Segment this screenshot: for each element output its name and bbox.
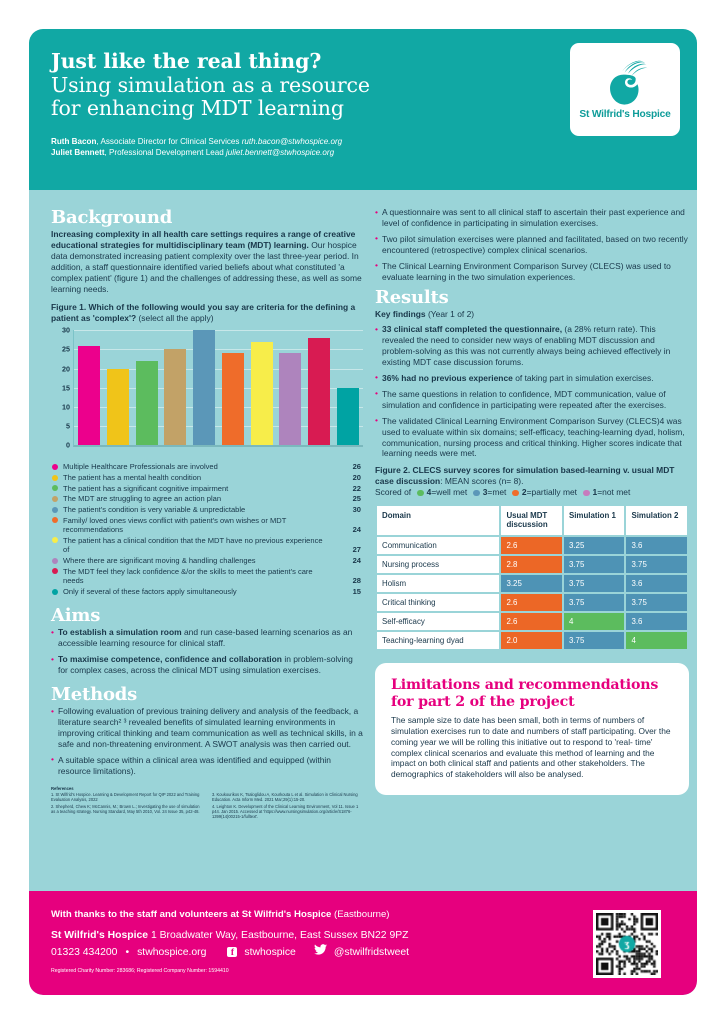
chart-bar (136, 361, 158, 445)
legend-label: Where there are significant moving & handling challenges (63, 556, 256, 566)
key-findings-label: Key findings (375, 309, 426, 320)
methodology-item (375, 261, 689, 283)
table-column-header: Domain (377, 506, 499, 536)
limitations-heading-line-1: Limitations and recommendations (391, 677, 659, 694)
score-scale-value: 1 (592, 487, 598, 498)
chart-legend-item (51, 567, 363, 586)
aims-item-0-text: and run case-based learning scenarios as an accessible learning resource for clinical staff. (58, 627, 353, 649)
background-rest: Our hospice data demonstrated increasing patient complexity over the last three-year period. In addition, a staff questionnaire identified varied beliefs about what constituted 'a complex patient' (figure 1) and the challenges of addressing these, as well as some learning needs. (51, 239, 362, 294)
methods-item (51, 706, 363, 750)
legend-value: 28 (352, 576, 361, 586)
footer-org-name: St Wilfrid's Hospice (51, 930, 149, 941)
legend-color-dot (52, 558, 58, 564)
results-item-2-text: The same questions in relation to confidence, MDT communication, value of simulation and confidence in participating were repeated after the exercises. (382, 388, 667, 410)
footer-thanks (51, 908, 551, 921)
table-row (377, 537, 687, 554)
reference-item: 1. St Wilfrid's Hospice. Learning & Development Report for QIP 2022 and Training Evaluation Analysis, 2022 (51, 792, 200, 803)
score-scale-value: 3 (482, 487, 488, 498)
results-item-3-text: The validated Clinical Learning Environment Comparison Survey (CLECS)4 was used to evaluate within six domains; self-efficacy, teaching-learning dyad, holism, communication, nursing process and critical thinking. Higher scores indicate that learning needs were met. (382, 415, 685, 459)
table-cell-score: 3.75 (564, 594, 625, 611)
legend-label: The patient's condition is very variable & unpredictable (63, 505, 246, 514)
chart-legend-item (51, 505, 363, 515)
footer-facebook-handle[interactable]: stwhospice (244, 946, 296, 958)
legend-color-dot (52, 496, 58, 502)
qr-code[interactable] (593, 910, 661, 978)
table-cell-score: 2.8 (501, 556, 562, 573)
score-scale-value: 4 (426, 487, 432, 498)
references-heading: References (51, 785, 74, 791)
score-scale-item (473, 487, 506, 499)
aims-item-0-bold: To establish a simulation room (58, 627, 182, 638)
key-findings-note: (Year 1 of 2) (425, 309, 475, 320)
footer-address-text: 1 Broadwater Way, Eastbourne, East Sussex BN22 9PZ (148, 930, 409, 941)
chart-y-tick: 10 (62, 402, 70, 412)
table-cell-score: 3.25 (501, 575, 562, 592)
table-cell-score: 3.75 (564, 575, 625, 592)
results-item-1-text: of taking part in simulation exercises. (512, 372, 654, 383)
author-1 (51, 136, 551, 148)
legend-color-dot (52, 485, 58, 491)
legend-color-dot (52, 517, 58, 523)
title-line-1: Just like the real thing? (51, 49, 322, 73)
chart-bar (308, 338, 330, 445)
table-row (377, 556, 687, 573)
chart-legend-item (51, 536, 363, 555)
methodology-item (375, 234, 689, 256)
aims-item-1-text: in problem-solving for complex cases, across the clinical MDT using simulation exercises. (58, 654, 353, 676)
author-1-email[interactable]: ruth.bacon@stwhospice.org (241, 136, 343, 146)
reference-item: 2. Shepherd, Chew K; McCannis, M.; Brown L.; Investigating the use of simulation as a teaching strategy. Nursing Standard, May 5th 2010, Vol. 24 Issue 35, p42-48. (51, 803, 200, 814)
score-scale-item (417, 487, 467, 499)
chart-bar (279, 353, 301, 445)
figure-1-caption-bold: Figure 1. Which of the following would you say are criteria for the defining a patient as 'complex'? (51, 302, 356, 324)
background-lead: Increasing complexity in all health care settings requires a range of creative educational strategies for multidisciplinary team (MDT) learning. (51, 229, 356, 250)
results-heading: Results (375, 287, 449, 309)
legend-value: 20 (352, 472, 361, 482)
figure-1-caption (51, 302, 363, 324)
footer-address (51, 928, 551, 943)
figure-2-scale-legend (375, 487, 689, 499)
legend-value: 24 (352, 556, 361, 566)
score-3-dot (473, 490, 480, 497)
legend-value: 15 (352, 586, 361, 596)
limitations-body: The sample size to date has been small, both in terms of numbers of simulation exercises run to date and numbers of staff participating. Over the coming year we will be rolling this initiative out to respond to 'real- time' complex clinical scenarios and evaluate this method of learning and the impact on both clinical staff and patients and other stakeholders. The demographics of stakeholders will also be analysed. (391, 715, 671, 779)
legend-value: 22 (352, 483, 361, 493)
table-column-header: Simulation 2 (626, 506, 687, 536)
qr-canvas (596, 913, 658, 975)
table-header-row (377, 506, 687, 536)
legend-label: The MDT are struggling to agree an action plan (63, 494, 222, 504)
footer-thanks-rest: (Eastbourne) (331, 909, 390, 920)
results-item (375, 416, 689, 460)
chart-bar (164, 349, 186, 445)
table-row (377, 594, 687, 611)
page-title (51, 50, 551, 121)
references-block (51, 786, 363, 821)
legend-color-dot (52, 589, 58, 595)
twitter-icon[interactable] (314, 944, 327, 960)
footer-registration: Registered Charity Number: 283686; Registered Company Number: 1594410 (51, 968, 229, 974)
chart-legend (51, 462, 363, 596)
legend-label: The patient has a clinical condition that the MDT have no previous experience of (63, 535, 323, 555)
methodology-list (375, 207, 689, 282)
hospice-logo (570, 43, 680, 136)
methodology-item-1-text: Two pilot simulation exercises were planned and facilitated, based on two recently encountered (retrospective) complex clinical scenarios. (382, 233, 688, 255)
chart-legend-item (51, 462, 363, 472)
chart-y-tick: 5 (66, 421, 70, 431)
title-line-3: for enhancing MDT learning (51, 96, 344, 120)
figure-1-bar-chart (51, 325, 363, 458)
references-column-left (51, 792, 202, 820)
results-item-0-bold: 33 clinical staff completed the questionnaire, (382, 324, 563, 335)
legend-value: 30 (352, 505, 361, 514)
methods-list (51, 706, 363, 776)
results-item-1-bold: 36% had no previous experience (382, 372, 513, 383)
legend-color-dot (52, 568, 58, 574)
figure-2-caption-rest: : MEAN scores (n= 8). (440, 476, 524, 487)
chart-y-axis (51, 325, 73, 450)
methods-heading: Methods (51, 684, 138, 706)
chart-y-tick: 25 (62, 344, 70, 354)
legend-label: Family/ loved ones views conflict with patient's own wishes or MDT recommendations (63, 515, 287, 535)
right-column (375, 207, 689, 795)
author-2 (51, 147, 551, 159)
legend-label: Multiple Healthcare Professionals are involved (63, 462, 218, 472)
aims-list (51, 627, 363, 676)
results-item-0-text: (a 28% return rate). This revealed the need to consider new ways of enabling MDT discussion and problem-solving as this was not currently always being achieved effectively in existing MDT case discussion forums. (382, 324, 671, 368)
clecs-scores-table (375, 504, 689, 652)
table-row (377, 575, 687, 592)
table-column-header: Usual MDT discussion (501, 506, 562, 536)
table-row (377, 632, 687, 649)
methods-item-0-text: Following evaluation of previous training delivery and analysis of the feedback, a literature search² ³ revealed benefits of simulated learning environments in improving critical thinking and team communication as well as technical skills, in a safe and non-threatening environment. A SWOT analysis was then carried out. (58, 706, 363, 749)
legend-value: 24 (352, 525, 361, 535)
figure-2-caption-bold: Figure 2. CLECS survey scores for simulation based-learning v. usual MDT case discussion (375, 465, 675, 487)
table-cell-score: 3.6 (626, 613, 687, 630)
author-1-name: Ruth Bacon (51, 136, 97, 146)
legend-value: 27 (352, 545, 361, 555)
methods-item-1-text: A suitable space within a clinical area was identified and equipped (within resource limitations). (58, 754, 331, 776)
table-cell-score: 3.75 (564, 556, 625, 573)
footer-twitter-handle[interactable]: @stwilfridstweet (333, 946, 410, 958)
legend-color-dot (52, 537, 58, 543)
score-scale-item (512, 487, 577, 499)
figure-1-caption-rest: (select all the apply) (136, 313, 214, 324)
methodology-item-2-text: The Clinical Learning Environment Comparison Survey (CLECS) was used to evaluate learning in the two simulation experiences. (382, 260, 671, 282)
methods-item (51, 755, 363, 777)
hand-logo-icon (602, 59, 648, 106)
legend-label: The patient has a significant cognitive impairment (63, 483, 229, 493)
footer-separator: • (125, 946, 130, 958)
score-scale-label: =partially met (526, 487, 578, 498)
chart-bar (78, 346, 100, 446)
author-2-role: , Professional Development Lead (104, 148, 226, 157)
limitations-heading (391, 677, 673, 710)
table-cell-score: 3.6 (626, 575, 687, 592)
table-cell-score: 3.75 (626, 556, 687, 573)
score-scale-item (583, 487, 630, 499)
table-cell-domain: Communication (377, 537, 499, 554)
reference-item: 4. Leighton K. Development of the Clinical Learning Environment, Vol 11. Issue 1 p44. Jan 2015. Accessed at 'https://www.nursingsimulation.org/article/S1876-1399(14)00215-1/fulltext'. (212, 803, 359, 820)
chart-bar (193, 330, 215, 445)
table-cell-domain: Holism (377, 575, 499, 592)
methodology-item-0-text: A questionnaire was sent to all clinical staff to ascertain their past experience and level of confidence in participating in simulation exercises. (382, 207, 685, 228)
author-2-email[interactable]: juliet.bennett@stwhospice.org (226, 148, 335, 157)
author-1-role: , Associate Director for Clinical Services (96, 136, 242, 146)
table-cell-score: 2.0 (501, 632, 562, 649)
chart-legend-item (51, 556, 363, 566)
chart-legend-item (51, 516, 363, 535)
legend-value: 25 (352, 494, 361, 504)
chart-plot-area (73, 330, 363, 447)
score-scale-label: =not met (597, 487, 631, 498)
background-paragraph (51, 229, 363, 294)
footer-text-block (51, 908, 551, 974)
title-line-2: Using simulation as a resource (51, 72, 370, 97)
table-column-header: Simulation 1 (564, 506, 625, 536)
methodology-item (375, 207, 689, 229)
table-cell-score: 3.25 (564, 537, 625, 554)
legend-color-dot (52, 464, 58, 470)
legend-label: Only if several of these factors apply simultaneously (63, 586, 237, 596)
facebook-icon[interactable] (227, 947, 237, 957)
limitations-panel (375, 663, 689, 794)
limitations-heading-line-2: for part 2 of the project (391, 693, 575, 710)
chart-y-tick: 20 (62, 364, 70, 374)
aims-item-1-bold: To maximise competence, confidence and collaboration (58, 654, 282, 665)
background-heading: Background (51, 207, 173, 228)
chart-legend-item (51, 587, 363, 597)
score-scale-value: 2 (521, 487, 527, 498)
table-cell-score: 4 (626, 632, 687, 649)
chart-legend-item (51, 494, 363, 504)
chart-y-tick: 30 (62, 325, 70, 335)
legend-color-dot (52, 507, 58, 513)
table-cell-domain: Critical thinking (377, 594, 499, 611)
legend-color-dot (52, 475, 58, 481)
author-2-name: Juliet Bennett (51, 148, 105, 157)
figure-2-caption (375, 465, 689, 487)
score-2-dot (512, 490, 519, 497)
chart-legend-item (51, 484, 363, 494)
results-list (375, 324, 689, 459)
poster-footer (29, 891, 697, 995)
aims-heading: Aims (51, 605, 101, 627)
chart-bar (222, 353, 244, 445)
chart-bar (107, 369, 129, 446)
table-cell-score: 3.75 (564, 632, 625, 649)
score-1-dot (583, 490, 590, 497)
table-cell-score: 2.6 (501, 613, 562, 630)
key-findings-line (375, 309, 689, 320)
chart-y-tick: 0 (66, 440, 70, 450)
chart-legend-item (51, 473, 363, 483)
table-row (377, 613, 687, 630)
footer-phone[interactable]: 01323 434200 (51, 946, 118, 958)
poster-header (29, 29, 697, 190)
footer-website[interactable]: stwhospice.org (137, 946, 207, 958)
references-column-right (212, 792, 363, 820)
table-cell-domain: Nursing process (377, 556, 499, 573)
score-scale-label: =met (487, 487, 507, 498)
table-cell-domain: Teaching-learning dyad (377, 632, 499, 649)
chart-bars (78, 330, 359, 445)
table-cell-score: 3.6 (626, 537, 687, 554)
poster-body (29, 190, 697, 891)
chart-bar (251, 342, 273, 446)
table-cell-score: 3.75 (626, 594, 687, 611)
score-4-dot (417, 490, 424, 497)
footer-thanks-bold: With thanks to the staff and volunteers at St Wilfrid's Hospice (51, 909, 332, 920)
left-column (51, 207, 363, 820)
poster-canvas (29, 29, 697, 995)
table-cell-score: 2.6 (501, 537, 562, 554)
results-item (375, 324, 689, 368)
footer-contact-row (51, 944, 551, 960)
author-list (51, 136, 551, 159)
logo-wordmark: St Wilfrid's Hospice (579, 109, 671, 120)
header-text-block (51, 50, 551, 159)
aims-item (51, 654, 363, 676)
results-item (375, 389, 689, 411)
score-scale-label: =well met (431, 487, 468, 498)
table-cell-score: 2.6 (501, 594, 562, 611)
table-cell-domain: Self-efficacy (377, 613, 499, 630)
chart-y-tick: 15 (62, 383, 70, 393)
scored-of-label: Scored of (375, 487, 412, 498)
chart-bar (337, 388, 359, 446)
aims-item (51, 627, 363, 649)
results-item (375, 373, 689, 384)
legend-value: 26 (352, 462, 361, 472)
reference-item: 3. Koukourikos K, Tsaloglidou A, Kourkouta L et al. Simulation in Clinical Nursing Education. Acta Inform Med. 2021 Mar;29(1):15-20. (212, 792, 358, 803)
legend-label: The MDT feel they lack confidence &/or the skills to meet the patient's care needs (63, 566, 313, 586)
legend-label: The patient has a mental health condition (63, 472, 202, 482)
table-cell-score: 4 (564, 613, 625, 630)
